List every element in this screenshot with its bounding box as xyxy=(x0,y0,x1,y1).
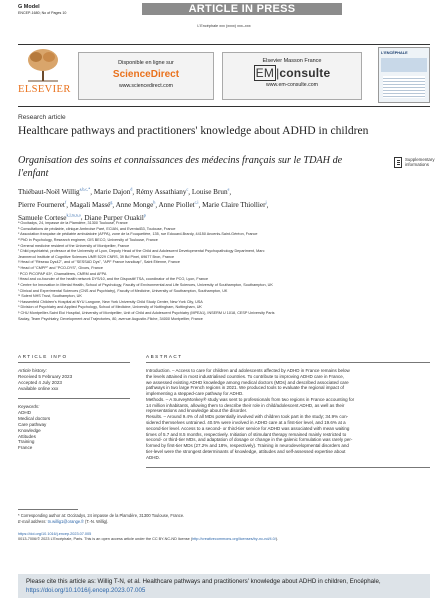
masthead xyxy=(18,47,430,103)
journal-cover-thumbnail[interactable] xyxy=(378,47,430,103)
affiliation: ⁿ Hassenfeld Children's Hospital at NYU Langone, New York University Child Study Center, New York City, USA xyxy=(18,299,203,304)
em-logo-word: consulte xyxy=(279,66,331,80)
cover-band xyxy=(381,58,427,72)
history-label: Article history: xyxy=(18,368,47,373)
author-list: Thiébaut-Noël Willig$^{a,b,c,*}$, Marie Dajon$^d$, Rémy Assathiany$^c$, Louise Brun$^e$, Pierre Fourneret$^f$, Magali Massé$^g$, Anne Monge$^h$, Anne Piollet$^{c,i}$, Marie Claire Thiollier$^j$, Samuele Cortese$^{k,l,m,n,o}$, Diane Purper Ouakil$^p$ xyxy=(18,187,269,222)
license-line xyxy=(18,537,430,542)
license-suffix: ). xyxy=(275,537,279,541)
affiliation: ⁱ PCO PICOPAP 63*, Chamalières, CMRM and AFPA xyxy=(18,271,107,276)
author[interactable]: Louise Brun$^e$ xyxy=(191,187,230,197)
journal-reference: L'Encéphale xxx (xxxx) xxx–xxx xyxy=(197,24,251,28)
email-label: E-mail address: xyxy=(18,519,47,524)
keywords-rule xyxy=(18,398,130,399)
license-text: 0013-7006/© 2023 L'Encéphale, Paris. This is an open access article under the CC BY-NC-ND license ( xyxy=(18,537,193,541)
affiliations xyxy=(18,221,430,322)
affiliation: ᵖ CHU Montpellier-Saint Eloi Hospital, University of Montpellier, Unit of Child and Adolescent Psychiatry (MPEA1), INSERM U 1018, CESP University Paris xyxy=(18,311,275,315)
abstract-body xyxy=(146,368,430,461)
abstract-line: Introduction. – Access to care for children and adolescents affected by ADHD in France remains below xyxy=(146,368,350,373)
affiliation: ᵒ Division of Psychiatry and Applied Psychology, School of Medicine, University of Nottingham, Nottingham, UK xyxy=(18,305,202,310)
keyword: Medical doctors xyxy=(18,415,51,421)
abstract-line: formed by first-tier MDs (27.2% and 18%, respectively). Training in neurodevelopmental disorders and xyxy=(146,443,349,449)
abstract-line: Results. – Around 9.4% of all MDs potentially involved with children took part in the study; 34.9% con- xyxy=(146,414,349,420)
affiliation: ˡ Clinical and Experimental Sciences (CNS and Psychiatry), Faculty of Medicine, University of Southampton, Southampton, UK xyxy=(18,288,228,293)
elsevier-wordmark: ELSEVIER xyxy=(18,84,71,95)
abstract-line: times of 5.7 and 8.5 months, respectively. Initiation of stimulant therapy remained mainly restricted to xyxy=(146,431,347,437)
affiliation: ᶠ Child psychiatrist, professor at the University of Lyon, Deputy Head of the Child and Adolescent Developmental Psychopathology Department, Marc xyxy=(18,249,265,254)
abstract-line: second- or third-tier MDs, and adaptation of dosage or change in the galenic formulation was rarely per- xyxy=(146,437,353,443)
sciencedirect-box[interactable] xyxy=(78,52,214,100)
corresponding-author: * Corresponding author at: Occitadys, 24 impasse de la Plamdère, 31300 Toulouse, France. xyxy=(18,513,185,518)
abstract-line: ADHD. xyxy=(146,454,161,460)
header-rule xyxy=(18,44,430,45)
abstract-line: tier-level were the strongest determinants of knowledge, attitudes and self-assessed expertise about xyxy=(146,448,346,454)
abstract-heading: ABSTRACT xyxy=(146,354,183,359)
author[interactable]: Anne Monge$^h$ xyxy=(115,199,156,209)
keyword: Knowledge xyxy=(18,427,41,433)
affiliation: ᵈ PhD in Psychology, Research engineer, GIS BECO, University of Toulouse, France xyxy=(18,237,158,242)
gmodel-label: G Model xyxy=(18,4,40,10)
em-publisher-text: Elsevier Masson France xyxy=(262,58,322,64)
supp-line-2: informations xyxy=(405,162,429,168)
abstract-line: pathways in two large French regions in 2021. We produced tools to evaluate the regional impact of xyxy=(146,385,345,391)
author[interactable]: Rémy Assathiany$^c$ xyxy=(135,187,189,197)
article-in-press-banner: ARTICLE IN PRESS xyxy=(142,3,342,15)
abstract-end-rule xyxy=(146,467,430,468)
keyword: Care pathway xyxy=(18,421,47,427)
author[interactable]: Diane Purper Ouakil$^p$ xyxy=(84,212,146,222)
abstract-rule xyxy=(146,362,430,363)
online-date: Available online xxx xyxy=(18,385,59,391)
citation-doi-link[interactable]: https://doi.org/10.1016/j.encep.2023.07.005 xyxy=(26,586,146,594)
em-logo-box: EM xyxy=(255,66,275,80)
abstract-line: implementing a stepped-care pathway for ADHD. xyxy=(146,391,244,397)
affiliation: ᵃ Occitadys, 24, impasse de la Plamdère, 31300 Toulouse, France xyxy=(18,221,128,225)
correspondence-note xyxy=(18,513,430,525)
affiliation: ᵐ Solent NHS Trust, Southampton, UK xyxy=(18,294,82,299)
author[interactable]: Thiébaut-Noël Willig$^{a,b,c,*}$ xyxy=(18,187,91,197)
article-title: Healthcare pathways and practitioners' knowledge about ADHD in children xyxy=(18,124,369,137)
citation-box xyxy=(18,574,430,598)
masthead-rule xyxy=(18,106,430,107)
email-link[interactable]: tn.willig1@orange.fr xyxy=(47,519,84,524)
footnote-rule xyxy=(18,509,78,510)
license-link[interactable]: http://creativecommons.org/licenses/by-nc-nd/4.0/ xyxy=(192,537,276,541)
abstract-line: sidered themselves untrained. 40.5% were involved in ADHD care at a first-tier level, and 19.6% at a xyxy=(146,420,346,426)
supplementary-info-link[interactable] xyxy=(394,157,434,177)
cover-lines xyxy=(383,76,425,98)
article-title-french: Organisation des soins et connaissances des médecins français sur le TDAH de l'enfant xyxy=(18,155,343,179)
abstract-line: 14 million inhabitants, allowing them to describe their role in child/adolescent ADHD, as well as their xyxy=(146,402,345,408)
article-info-heading: ARTICLE INFO xyxy=(18,354,68,359)
email-line xyxy=(18,519,430,525)
affiliation: ᵍ Head of "Réseau Dys42", and of "SESSAD Dys", "APF France handicap", Saint Étienne, France xyxy=(18,260,180,265)
abstract-line: representations and knowledge about the disorder. xyxy=(146,408,248,414)
author[interactable]: Marie Claire Thiollier$^j$ xyxy=(202,199,267,209)
article-type: Research article xyxy=(18,114,66,121)
affiliation: Saclay, Team Psychiatry, Development and Trajectories, 80, avenue Augustin-Fliche, 34000 Montpellier, France xyxy=(18,316,203,321)
citation-text: Please cite this article as: Willig T-N, et al. Healthcare pathways and practitioners' knowledge about ADHD in children, Encéphale, xyxy=(26,578,381,585)
info-rule xyxy=(18,362,130,363)
emconsulte-box[interactable] xyxy=(222,52,362,100)
document-icon xyxy=(394,157,402,168)
author[interactable]: Samuele Cortese$^{k,l,m,n,o}$ xyxy=(18,212,81,222)
elsevier-logo[interactable] xyxy=(18,47,70,103)
affiliation: Jeannerod Institute of Cognitive Sciences UMR 5229 CNRS, 39 Bd Pinel, 69677 Bron, France xyxy=(18,254,175,259)
top-header xyxy=(18,3,430,21)
emconsulte-logo: EM |consulte xyxy=(255,66,331,80)
keyword: France xyxy=(18,445,33,451)
sciencedirect-link[interactable]: www.sciencedirect.com xyxy=(119,83,173,89)
keyword: Training xyxy=(18,439,35,445)
abstract-line: we assessed existing ADHD knowledge among medical doctors (MDs) and described associated care xyxy=(146,379,349,385)
keywords xyxy=(18,404,126,451)
received-date: Received 5 February 2023 xyxy=(18,373,73,379)
abstract-line: second-tier level. Access to a second- or third-tier service for ADHD was associated with mean waiting xyxy=(146,425,350,431)
publication-reference: ENCEP-1680; No of Pages 10 xyxy=(18,11,67,15)
author[interactable]: Marie Dajon$^d$ xyxy=(93,187,133,197)
emconsulte-link[interactable]: www.em-consulte.com xyxy=(266,82,318,88)
author[interactable]: Pierre Fourneret$^f$ xyxy=(18,199,67,209)
article-history xyxy=(18,368,126,392)
author[interactable]: Anne Piollet$^{c,i}$ xyxy=(158,199,199,209)
abstract-line: Methods. – A SurveyMonkey® study was sent to professionals from two regions in France accounting for xyxy=(146,396,355,402)
keyword: ADHD xyxy=(18,409,32,415)
author[interactable]: Magali Massé$^g$ xyxy=(69,199,113,209)
affiliation: ʲ Head and co-founder of the health network DYS/10, and the Dispositif TSA, coordinator of the PCO, Lyon, France xyxy=(18,277,209,282)
keyword: Attitudes xyxy=(18,433,36,439)
affiliation: ʰ Head of "CMPP" and "PCO-DYS", Givors, France xyxy=(18,266,103,270)
doi-license-footer xyxy=(18,532,430,542)
affiliation: ᵉ General medicine resident of the University of Montpellier, France xyxy=(18,243,130,248)
doi-link[interactable]: https://doi.org/10.1016/j.encep.2023.07.005 xyxy=(18,532,92,536)
affiliation: ᵇ Consultations de pédiatrie, clinique Ambroise Paré, ECIAN, and Eventail33, Toulouse, France xyxy=(18,226,176,231)
cover-title: L'ENCÉPHALE xyxy=(381,51,408,55)
elsevier-tree-icon xyxy=(22,47,64,83)
sd-available-text: Disponible en ligne sur xyxy=(118,60,174,66)
supp-line-1: Supplementary xyxy=(405,157,435,162)
affiliation: ᵏ Centre for Innovation in Mental Health, School of Psychology, Faculty of Environmental and Life Sciences, University of Southampton, Southampton, UK xyxy=(18,282,273,287)
affiliation: ᶜ Association française de pédiatrie ambulatoire (AFPA), zone de la Fouquetière, 135, rue Edouard-Brardy, 44150 Ancenis-Saint-Géréon, France xyxy=(18,232,258,237)
keywords-label: Keywords: xyxy=(18,404,40,409)
abstract-line: the levels attained in most industrialised countries. To contribute to improving ADHD care in France, xyxy=(146,373,345,379)
sciencedirect-logo: ScienceDirect xyxy=(112,69,180,80)
email-suffix: (T.-N. Willig). xyxy=(84,519,109,524)
accepted-date: Accepted 4 July 2023 xyxy=(18,379,62,385)
